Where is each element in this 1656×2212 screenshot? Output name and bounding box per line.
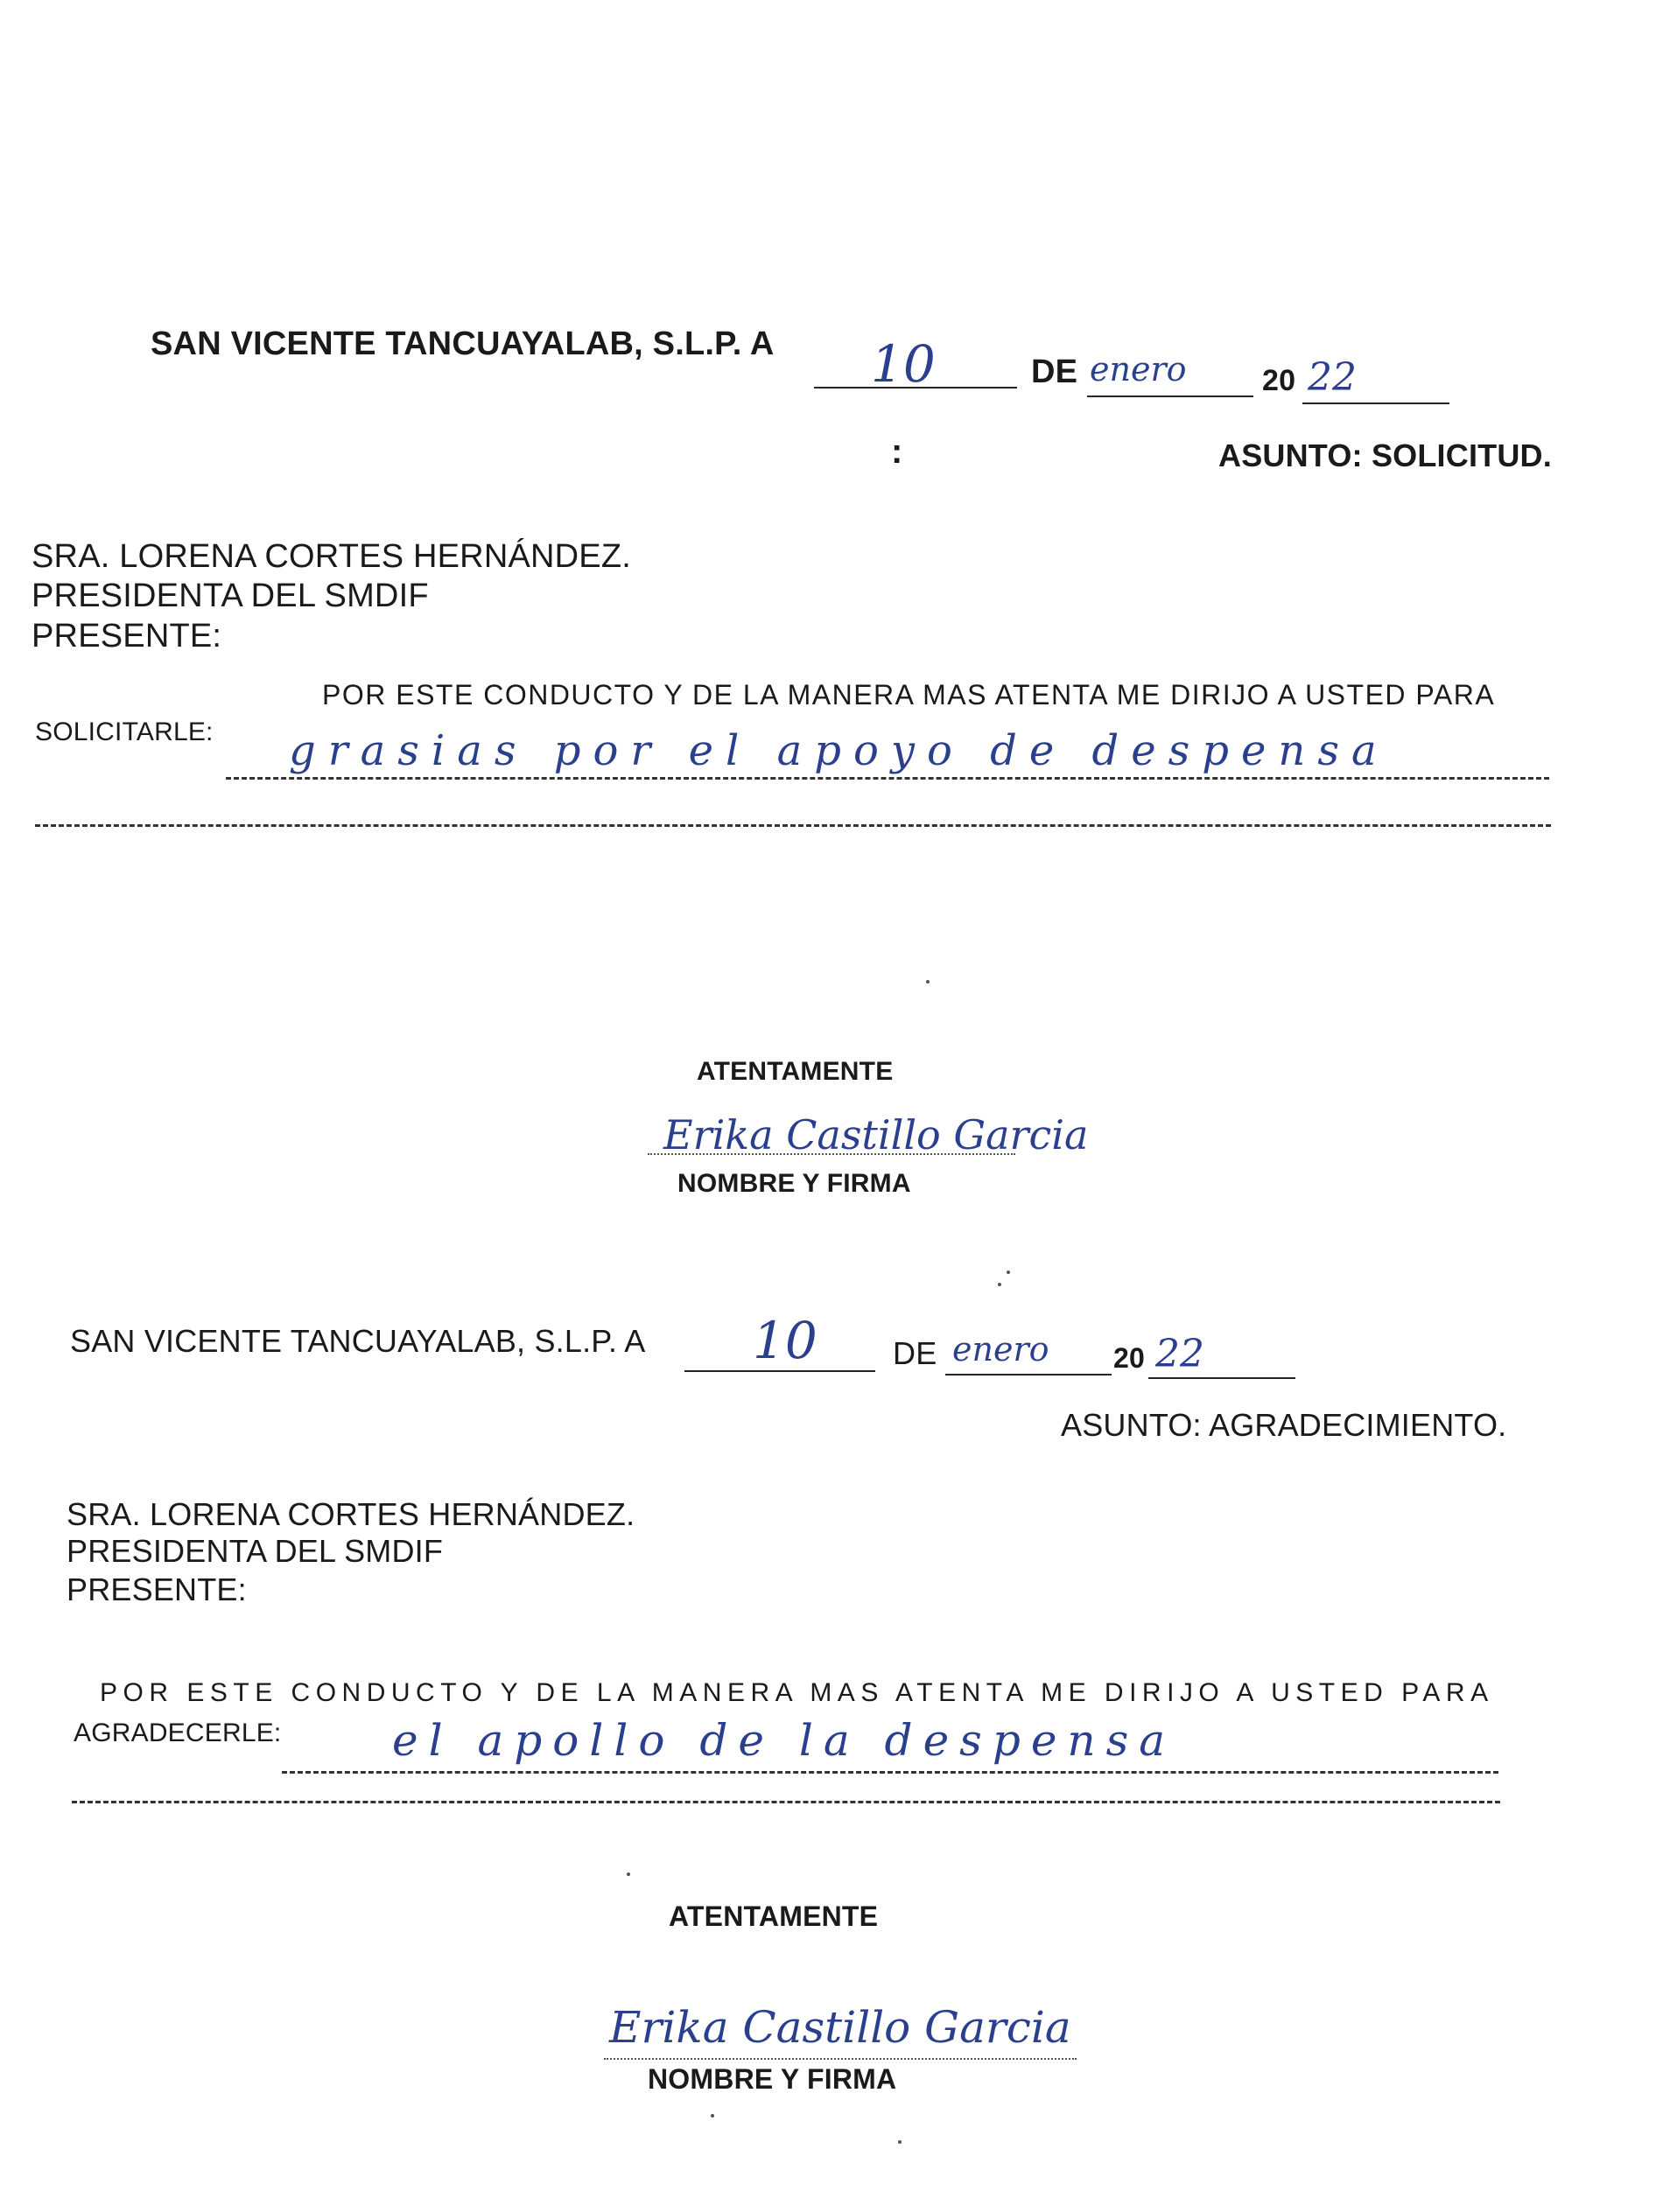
date-day: 10: [871, 334, 936, 394]
field-label: SOLICITARLE:: [35, 718, 214, 746]
month-line: [945, 1374, 1112, 1376]
day-line: [684, 1370, 875, 1372]
signature-line: [604, 2058, 1077, 2060]
date-de-label: DE: [893, 1335, 937, 1371]
date-year-suffix: 22: [1155, 1332, 1204, 1376]
field-value: grasias por el apoyo de despensa: [289, 726, 1389, 775]
field-label: AGRADECERLE:: [74, 1718, 282, 1747]
body-intro: POR ESTE CONDUCTO Y DE LA MANERA MAS ATENTA ME DIRIJO A USTED PARA: [322, 679, 1496, 710]
date-de-label: DE: [1031, 354, 1078, 390]
place-line: SAN VICENTE TANCUAYALAB, S.L.P. A: [70, 1323, 646, 1359]
year-line: [1148, 1377, 1295, 1379]
date-month: enero: [1090, 350, 1187, 388]
month-line: [1087, 396, 1253, 397]
recipient-title: PRESIDENTA DEL SMDIF: [32, 578, 429, 614]
date-year-prefix: 20: [1113, 1342, 1145, 1374]
punctuation-mark: :: [891, 432, 903, 471]
signature-label: NOMBRE Y FIRMA: [648, 2063, 897, 2095]
closing: ATENTAMENTE: [697, 1057, 894, 1086]
recipient-title: PRESIDENTA DEL SMDIF: [67, 1533, 444, 1569]
date-year-prefix: 20: [1262, 364, 1296, 397]
signature: Erika Castillo Garcia: [663, 1111, 1089, 1158]
field-line-2: [72, 1801, 1500, 1803]
signature-label: NOMBRE Y FIRMA: [677, 1169, 911, 1198]
place-line: SAN VICENTE TANCUAYALAB, S.L.P. A: [151, 326, 775, 362]
body-intro: POR ESTE CONDUCTO Y DE LA MANERA MAS ATENTA ME DIRIJO A USTED PARA: [100, 1678, 1494, 1707]
field-line-2: [35, 824, 1551, 827]
presente-label: PRESENTE:: [67, 1572, 247, 1607]
signature: Erika Castillo Garcia: [609, 2002, 1071, 2053]
date-year-suffix: 22: [1308, 355, 1357, 400]
date-month: enero: [952, 1330, 1049, 1368]
date-day: 10: [753, 1311, 817, 1370]
presente-label: PRESENTE:: [32, 618, 222, 654]
year-line: [1302, 402, 1449, 404]
asunto-label: ASUNTO: AGRADECIMIENTO.: [1061, 1407, 1507, 1443]
field-value: el apollo de la despensa: [392, 1715, 1176, 1766]
field-line-1: [282, 1771, 1498, 1774]
asunto-label: ASUNTO: SOLICITUD.: [1218, 438, 1552, 473]
recipient-name: SRA. LORENA CORTES HERNÁNDEZ.: [32, 538, 632, 575]
field-line-1: [226, 777, 1549, 780]
closing: ATENTAMENTE: [669, 1900, 879, 1932]
recipient-name: SRA. LORENA CORTES HERNÁNDEZ.: [67, 1496, 635, 1532]
